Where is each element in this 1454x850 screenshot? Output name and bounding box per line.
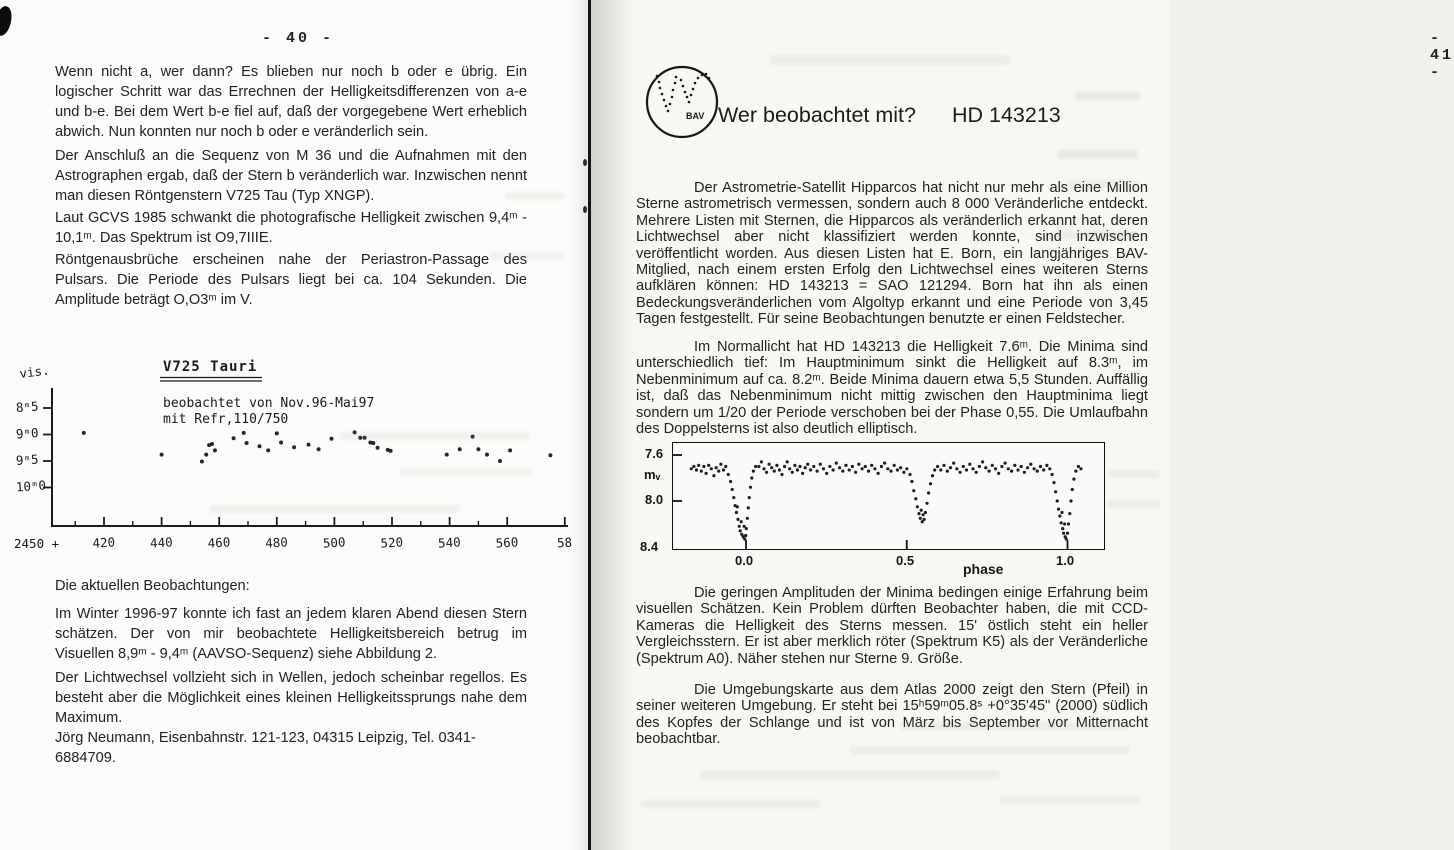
article-title-star: HD 143213 [951, 103, 1061, 127]
hd143213-phase-plot [672, 442, 1105, 550]
paragraph: Die geringen Amplituden der Minima bedingen einige Erfahrung beim visuellen Schätzen. Kein Problem dürften Beobachter haben, die mit CCD-Kameras die Helligkeit des Sterns messen. 15' östlich steht ein heller Vergleichsstern. Er ist aber merklich röter (Spektrum K5) als der Veränderliche (Spektrum A0). Näher stehen nur Sterne 9. Größe. [636, 585, 1148, 667]
page-number-right: - 41 - [1430, 30, 1454, 81]
paragraph: Im Normallicht hat HD 143213 die Helligkeit 7.6ᵐ. Die Minima sind unterschiedlich tief: Im Hauptminimum sinkt die Helligkeit auf 8.3ᵐ, im Nebenminimum auf ca. 8.2ᵐ. Beide Minima dauern etwa 5,5 Stunden. Auffällig ist, daß das Nebenminimum nicht mittig zwischen den Hauptminima liegt sondern um 1/20 der Periode verschoben bei der Phase 0,55. Die Umlaufbahn des Doppelsterns ist also deutlich elliptisch. [636, 339, 1148, 438]
svg-text:560: 560 [495, 534, 519, 551]
y-tick-7.6: 7.6 [645, 446, 664, 461]
svg-text:9ᵐ5: 9ᵐ5 [15, 451, 40, 468]
article-title-question: Wer beobachtet mit? [718, 103, 916, 127]
svg-text:9ᵐ0: 9ᵐ0 [15, 424, 40, 442]
bleed-through-smudge [640, 800, 820, 808]
y-tick-8.4: 8.4 [640, 539, 659, 554]
left-page [0, 0, 588, 850]
book-gutter-shadow [591, 0, 633, 850]
bav-logo-lightcurve-dots [656, 73, 711, 113]
x-tick-0.5: 0.5 [896, 553, 915, 568]
y-axis-label-mv: mᵥ [644, 467, 661, 482]
article-title [718, 103, 1061, 128]
paragraph: Im Winter 1996-97 konnte ich fast an jedem klaren Abend diesen Stern schätzen. Der von mir beobachtete Helligkeitsbereich betrug im Visuellen 8,9ᵐ - 9,4ᵐ (AAVSO-Sequenz) siehe Abbildung 2. [55, 606, 527, 662]
bleed-through-smudge [1052, 230, 1138, 239]
hd143213-phase-plot-canvas [673, 443, 1104, 549]
bleed-through-smudge [210, 505, 460, 513]
svg-text:460: 460 [207, 534, 231, 551]
paragraph: Röntgenausbrüche erscheinen nahe der Periastron-Passage des Pulsars. Die Periode des Pulsars liegt bei ca. 104 Sekunden. Die Amplitude beträgt O,O3ᵐ im V. [55, 252, 527, 308]
svg-text:V725 Tauri: V725 Tauri [163, 359, 258, 375]
paragraph: Die Umgebungskarte aus dem Atlas 2000 zeigt den Stern (Pfeil) in seiner weiteren Umgebung. Er steht bei 15ʰ59ᵐ05.8ˢ +0°35'45" (2000) südlich des Kopfes der Schlange und ist von März bis September vor Mitternacht beobachtbar. [636, 682, 1148, 748]
paragraph: Der Astrometrie-Satellit Hipparcos hat nicht nur mehr als eine Million Sterne astrometrisch vermessen, sondern auch 8 000 Veränderliche entdeckt. Mehrere Listen mit Sternen, die Hipparcos als veränderlich erkannt hat, deren Lichtwechsel aber nicht klassifiziert werden konnte, sind inzwischen veröffentlicht worden. Aus diesen Listen hat E. Born, ein langjähriges BAV-Mitglied, nach einem ersten Erfolg den Lichtwechsel eines weiteren Sterns aufklären können: HD 143213 = SAO 121294. Born hat ihn als einen Bedeckungsveränderlichen vom Algoltyp erkannt und eine Periode von 3,45 Tagen festgestellt. Für seine Beobachtungen benutzte er einen Feldstecher. [636, 180, 1148, 328]
svg-text:10ᵐ0: 10ᵐ0 [15, 477, 47, 495]
page-edge-shadow [572, 0, 588, 850]
x-tick-0.0: 0.0 [735, 553, 754, 568]
bav-logo [644, 64, 720, 140]
bav-logo-circle [647, 67, 717, 137]
bleed-through-smudge [1058, 150, 1138, 159]
bleed-through-smudge [1068, 180, 1138, 188]
bleed-through-smudge [700, 770, 1000, 779]
scan-artifact-dot [583, 206, 587, 213]
bleed-through-smudge [850, 746, 1130, 754]
bleed-through-smudge [505, 192, 565, 200]
svg-text:420: 420 [92, 534, 116, 551]
bleed-through-smudge [340, 432, 530, 440]
svg-text:480: 480 [264, 534, 289, 551]
x-axis-label-phase: phase [963, 561, 1004, 577]
x-tick-1.0: 1.0 [1056, 553, 1075, 568]
paragraph: Der Anschluß an die Sequenz von M 36 und die Aufnahmen mit den Astrographen ergab, daß der Stern b veränderlich war. Inzwischen nennt man diesen Röntgenstern V725 Tau (Typ XNGP). [55, 148, 527, 204]
svg-text:mit Refr,110/750: mit Refr,110/750 [163, 412, 289, 427]
author-contact-line: Jörg Neumann, Eisenbahnstr. 121-123, 04315 Leipzig, Tel. 0341-6884709. [55, 730, 476, 766]
page-number-left: - 40 - [262, 30, 335, 47]
svg-text:vis.: vis. [18, 362, 51, 381]
bleed-through-smudge [1106, 500, 1160, 508]
section-heading: Die aktuellen Beobachtungen: [55, 578, 250, 594]
y-tick-8.0: 8.0 [645, 492, 664, 507]
paragraph: Laut GCVS 1985 schwankt die photografische Helligkeit zwischen 9,4ᵐ - 10,1ᵐ. Das Spektrum ist O9,7IIIE. [55, 210, 527, 246]
bav-logo-text: BAV [686, 111, 705, 121]
svg-text:8ᵐ5: 8ᵐ5 [15, 398, 40, 415]
svg-text:500: 500 [322, 534, 346, 551]
bleed-through-smudge [770, 55, 1010, 65]
paragraph: Der Lichtwechsel vollzieht sich in Wellen, jedoch scheinbar regellos. Es besteht aber die Möglichkeit eines kleinen Helligkeitssprungs nahe dem Maximum. [55, 670, 527, 726]
bleed-through-smudge [1075, 92, 1140, 100]
scan-artifact-dot [583, 159, 587, 166]
bleed-through-smudge [400, 468, 530, 476]
v725-tauri-light-curve-chart [10, 350, 576, 566]
svg-text:beobachtet von Nov.96-Mai97: beobachtet von Nov.96-Mai97 [163, 396, 375, 411]
bleed-through-smudge [1000, 796, 1140, 804]
svg-text:58: 58 [556, 534, 573, 551]
bleed-through-smudge [490, 252, 565, 260]
svg-text:520: 520 [380, 534, 404, 551]
svg-text:440: 440 [149, 534, 174, 551]
bleed-through-smudge [900, 722, 1130, 730]
svg-text:2450 +: 2450 + [14, 536, 60, 551]
paragraph: Wenn nicht a, wer dann? Es blieben nur noch b oder e übrig. Ein logischer Schritt war das Errechnen der Helligkeitsdifferenzen von a-e und b-e. Bei dem Wert b-e fiel auf, daß der vorgegebene Wert erheblich abwich. Nun konnten nur noch b oder e veränderlich sein. [55, 64, 527, 140]
svg-text:540: 540 [437, 534, 462, 551]
bleed-through-smudge [1108, 470, 1160, 478]
